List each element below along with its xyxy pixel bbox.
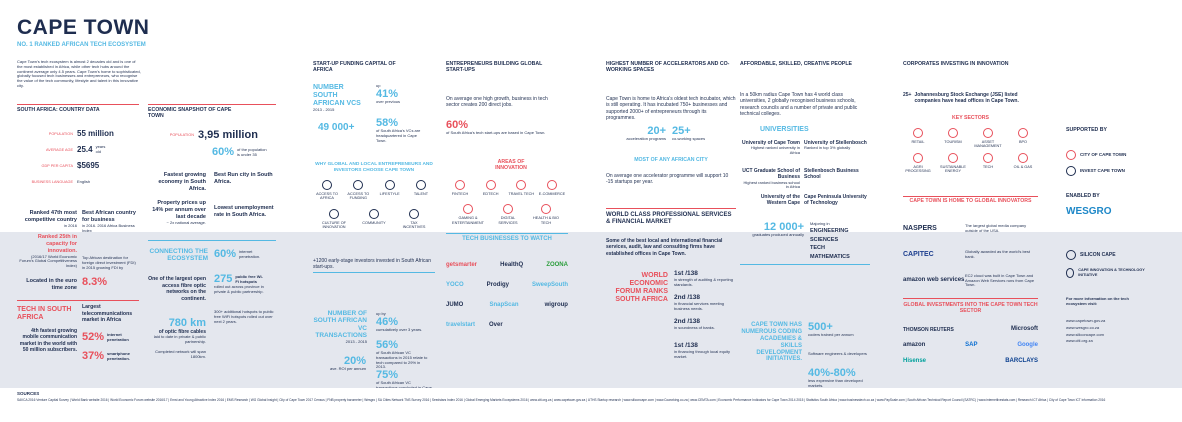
afford-heading: AFFORDABLE, SKILLED, CREATIVE PEOPLE — [740, 61, 853, 67]
url-wesgro[interactable]: www.wesgro.co.za — [1066, 324, 1100, 330]
early-investors: +1200 early-stage investors invested in South African start-ups. — [313, 258, 431, 271]
energy-icon: SUSTAINABLE ENERGY — [938, 153, 968, 174]
community-icon: COMMUNITY — [359, 209, 389, 230]
up-label: up — [376, 83, 381, 88]
smart-pct: 37% — [82, 350, 105, 362]
oil-icon: OIL & GAS — [1008, 153, 1038, 174]
jse: Johannesburg Stock Exchange (JSE) listed companies have head offices in Cape Town. — [914, 92, 1019, 105]
logo-wigroup: wigroup — [544, 302, 568, 309]
majoring: Majoring in — [810, 221, 830, 226]
pct58: 58% — [376, 117, 399, 129]
why-heading: WHY GLOBAL AND LOCAL ENTREPRENEURS AND INVESTORS CHOOSE CAPE TOWN — [315, 162, 433, 173]
coders-label: coders trained per annum — [808, 332, 854, 337]
universities: University of Cape Town Highest ranked university in Africa University of Stellenbosch Ranked in top 3% globally UCT Graduate School of Business Highest ranked business school in Africa Stellenbosch Business School University of the Western Cape Cape Peninsula University of Technology — [742, 140, 867, 207]
areas-heading: AREAS OF INNOVATION — [495, 159, 527, 171]
hotspots-note: 300+ additional hotspots to public free WiFi hotspots rolled out over next 2 years. — [214, 309, 274, 324]
open-access: One of the largest open access fibre optic networks on the continent. — [148, 276, 206, 302]
fibre-note: laid to date in private & public partnership. — [153, 334, 206, 345]
row-label: AVERAGE AGE — [46, 147, 73, 152]
wc-body: Some of the best local and international financial services, audit, law and consulting firms have established offices in Cape Town. — [606, 238, 723, 257]
pct58-label: of South Africa's VCs are headquartered in Cape Town. — [376, 128, 421, 143]
vcs-years: 2013 - 2015 — [313, 107, 335, 113]
asset-icon: ASSET MANAGEMENT — [973, 128, 1003, 149]
logo-over: Over — [489, 322, 503, 329]
pct75: 75% — [376, 369, 399, 381]
property: Property prices up 14% per annum over last decade — [152, 200, 206, 220]
vcs-label: NUMBER SOUTH AFRICAN VCS — [313, 84, 361, 108]
why-icons — [313, 180, 435, 230]
wifi-note: rolled out across province in private & public partnership. — [214, 284, 264, 294]
entre-body: On average one high growth, business in tech sector creates 200 direct jobs. — [446, 96, 548, 109]
accel-n1: 20+ — [647, 125, 666, 137]
econ-heading: ECONOMIC SNAPSHOT OF CAPE TOWN — [148, 107, 232, 119]
africa-icon: ACCESS TO AFRICA — [313, 180, 341, 201]
gi-heading: GLOBAL INVESTMENTS INTO THE CAPE TOWN TECH SECTOR — [903, 302, 1038, 314]
over-label: over previous — [376, 98, 401, 104]
ecommerce-icon: E-COMMERCE — [538, 180, 566, 196]
cum-label: cumulatively over 3 years. — [376, 326, 423, 332]
pct60-label: of South Africa's tech start-ups are based in Cape Town. — [446, 130, 546, 135]
techsa-heading: TECH IN SOUTH AFRICA — [17, 306, 72, 322]
accel-n1-label: acceleration programs — [626, 136, 666, 141]
accel-avg: On average one accelerator programme will support 10 -15 startups per year. — [606, 173, 729, 186]
key-heading: KEY SECTORS — [952, 115, 989, 121]
home-heading: CAPE TOWN IS HOME TO GLOBAL INNOVATORS — [909, 198, 1032, 204]
young-pct: 60% — [212, 146, 235, 158]
wifi-number: 275 — [214, 273, 233, 285]
fintech-icon: FINTECH — [446, 180, 474, 196]
roi: 20% — [344, 355, 367, 367]
enabled-heading: ENABLED BY — [1066, 193, 1100, 199]
innovators: NASPERS The largest global media company outside of the USA. CAPITEC Globally awarded as the world's best bank. amazon web services EC2 cloud was built in Cape Town and Amazon Web Services runs from Cape Town. — [903, 223, 1035, 288]
intro-text: Cape Town's tech ecosystem is almost 2 decades old and is one of the most established in Africa, while other tech hubs around the continent average only 4.5 years. Cape Town's home to sophisticated, globally focused tech businesses and entrepreneurs, who recognise the value of the tech community, lifestyle and talent in this innovative city. — [17, 59, 141, 88]
row-unit: years old — [95, 144, 106, 154]
pct41: 41% — [376, 87, 399, 100]
grads-label: graduates produced annually — [752, 232, 804, 237]
unemp: Lowest unemployment rate in South Africa. — [214, 205, 274, 218]
entre-heading: ENTREPRENEURS BUILDING GLOBAL START-UPS — [446, 61, 543, 73]
logo-travelstart: travelstart — [446, 322, 476, 329]
page-subtitle: NO. 1 RANKED AFRICAN TECH ECOSYSTEM — [17, 42, 146, 48]
wesgro-logo: WESGRO — [1066, 206, 1112, 217]
talent-icon: TALENT — [407, 180, 435, 201]
roi-label: ave. ROI per annum — [330, 366, 367, 371]
lifestyle-icon: LIFESTYLE — [376, 180, 404, 201]
ranked47: Ranked 47th most competitive country — [24, 210, 77, 223]
bpo-icon: BPO — [1008, 128, 1038, 149]
logo-snapscan: SnapScan — [489, 302, 519, 309]
inet-label: internet penetration — [107, 331, 129, 342]
ranked25: Ranked 25th in capacity for innovation. — [37, 234, 77, 254]
retail-icon: RETAIL — [903, 128, 933, 149]
sources-heading: SOURCES — [17, 391, 40, 396]
row-value: 25.4 — [77, 145, 93, 154]
property-src: ~ 2x national average. — [166, 219, 206, 225]
city-logo-icon — [1066, 150, 1076, 160]
largest-telecom: Largest telecommunications market in Africa — [82, 304, 133, 323]
fdi-pct: 8.3% — [82, 276, 108, 288]
cost-label: less expensive than developed markets. — [808, 378, 863, 388]
logo-prodigy: Prodigy — [486, 282, 509, 289]
timezone: Located in the euro time zone — [26, 278, 77, 291]
best-src: in 2016. 2016 Africa Business Index — [82, 222, 135, 233]
fibre-km: 780 km — [168, 317, 206, 329]
best-run: Best Run city in South Africa. — [214, 172, 273, 185]
pct75-label: of South African VC — [376, 380, 411, 385]
accel-n2-label: co-working spaces — [672, 136, 706, 141]
pct56: 56% — [376, 339, 399, 351]
edtech-icon: EDTECH — [477, 180, 505, 196]
logo-zoona: ZOONA — [546, 262, 568, 269]
sa-heading: SOUTH AFRICA: COUNTRY DATA — [17, 107, 100, 113]
logo-sweepsouth: SweepSouth — [531, 282, 568, 289]
tourism-icon: TOURISM — [938, 128, 968, 149]
startup-heading: START-UP FUNDING CAPITAL OF AFRICA — [313, 61, 396, 73]
soft-eng: Software engineers & developers — [808, 351, 867, 356]
areas-icons — [446, 180, 566, 225]
logo-yoco: YOCO — [446, 282, 464, 289]
page-title: CAPE TOWN — [17, 16, 150, 39]
sa-country-table — [17, 126, 139, 190]
jse-n: 25+ — [903, 92, 912, 98]
upby-label: up by — [376, 311, 386, 316]
urls — [1066, 318, 1105, 345]
pop-label: POPULATION — [169, 133, 194, 138]
coding-heading: CAPE TOWN HAS NUMEROUS CODING ACADEMIES & SKILLS DEVELOPMENT INITIATIVES. — [741, 322, 802, 363]
wc-heading: WORLD CLASS PROFESSIONAL SERVICES & FINANCIAL MARKET — [606, 212, 732, 225]
row-value: English — [77, 178, 91, 184]
best-country: Best African country for business — [82, 210, 136, 223]
vct-years: 2013 - 2015 — [345, 338, 367, 344]
gaming-icon: GAMING & ENTERTAINMENT — [451, 204, 485, 225]
young-label: of the population is under 35 — [237, 146, 267, 157]
citi-icon — [1066, 268, 1074, 278]
agri-icon: AGRI PROCESSING — [903, 153, 933, 174]
digital-icon: DIGITAL SERVICES — [493, 204, 523, 225]
row-label: POPULATION — [48, 131, 73, 136]
vcs-value: 49 000+ — [318, 122, 355, 133]
coders: 500+ — [808, 321, 833, 333]
corp-heading: CORPORATES INVESTING IN INNOVATION — [903, 61, 1009, 67]
most-heading: MOST OF ANY AFRICAN CITY — [634, 157, 708, 163]
sources-text: SAVCA 2016 Venture Capital Survey | World Bank website 2016 | World Economic Forum website 2016/17 | Ernst and Young Attractive Index 2016 | EMS Research | WG Global Insight | City of Cape Town 2017 Census | FNB property barometer | Wesgro | SA Cities Network TNS Survey 2016 | Seedstars Index 2016 | Global Emerging Markets Ecosystems 2016 | www.citi.org.za | www.capetown.gov.za | UTHS Startup research | www.siliconcape.com | www.Coworking.co.za | www.CEMTA.com | Economic Performance Indicators for Cape Town 2014 2015 | Statistics South Africa | www.businesstech.co.za | www.PayScale.com | South African Technical Report Council (SATRC) | www.internetlivestats.com | Research ICT Africa | City of Cape Town ICT information 2016 — [17, 398, 1106, 402]
row-label: BUSINESS LANGUAGE — [31, 179, 73, 184]
inet-pct-ct: 60% — [214, 248, 237, 260]
smart-label: smartphone penetration. — [107, 350, 130, 361]
city-logo: CITY OF CAPE TOWN — [1080, 152, 1127, 158]
pop-value: 3,95 million — [198, 129, 258, 141]
pct60: 60% — [446, 119, 469, 131]
afford-body: In a 50km radius Cape Town has 4 world class universities, 2 globally recognised business schools, research councils and a number of private and public technical colleges. — [740, 92, 858, 117]
uni-heading: UNIVERSITIES — [760, 126, 809, 133]
tech-icon: TECH — [973, 153, 1003, 174]
inet-label-ct: internet penetration. — [239, 248, 261, 259]
global-logos: THOMSON REUTERS Microsoft amazon SAP Google Hisense BARCLAYS — [903, 326, 1038, 365]
fdi-text: Top African destination for foreign direct investment (FDI) in 2015 growing FDI by — [82, 255, 136, 270]
ranked47-src: in 2016 — [63, 222, 77, 228]
logo-healthq: HealthQ — [500, 262, 524, 269]
more-info: For more information on the tech ecosystem visit: — [1066, 296, 1129, 306]
watch-heading: TECH BUSINESSES TO WATCH — [462, 236, 552, 242]
logo-jumo: JUMO — [446, 302, 464, 309]
url-citi[interactable]: www.citi.org.za — [1066, 338, 1093, 344]
grads: 12 000+ — [763, 221, 804, 233]
connect-heading: CONNECTING THE ECOSYSTEM — [149, 248, 208, 263]
url-capetown[interactable]: www.capetown.gov.za — [1066, 318, 1106, 323]
logo-getsmarter: getsmarter — [446, 262, 478, 269]
culture-icon: CULTURE OF INNOVATION — [319, 209, 349, 230]
wifi-label: public free Wi-Fi hotspots — [235, 273, 263, 284]
silicon-logo: SILICON CAPE — [1080, 251, 1116, 258]
row-value: $5695 — [77, 161, 100, 170]
row-value: 55 million — [77, 129, 114, 138]
health-icon: HEALTH & BIO TECH — [531, 204, 561, 225]
inet-pct: 52% — [82, 331, 105, 343]
wef-heading: WORLD ECONOMIC FORUM RANKS SOUTH AFRICA — [615, 272, 668, 304]
pct56-label: of South African VC transactions in 2015 relate to tech compared to 29% in 2013. — [376, 350, 428, 370]
fibre-label: of optic fibre cables — [158, 329, 206, 335]
travel-icon: TRAVEL TECH — [507, 180, 535, 196]
wef-ranks: 1st /138 in strength of auditing & reporting standards. 2nd /138 in financial services meeting business needs. 2nd /138 in soundness of banks. 1st /138 in financing through local equity market. — [674, 270, 733, 359]
fastest-growing: 4th fastest growing mobile communication market in the world with 50 million subscribers. — [19, 328, 77, 353]
url-siliconcape[interactable]: www.siliconcape.com — [1066, 331, 1105, 337]
row-label: GDP PER CAPITA — [41, 163, 73, 168]
funding-icon: ACCESS TO FUNDING — [344, 180, 372, 201]
watch-logos — [446, 256, 568, 336]
ranked25-src: (2016/17 World Economic Forum's Global Competitiveness Index) — [19, 253, 77, 269]
accel-n2: 25+ — [672, 125, 691, 137]
vct-label: NUMBER OF SOUTH AFRICAN VC TRANSACTIONS — [313, 310, 367, 340]
pct46: 46% — [376, 315, 399, 328]
support-heading: SUPPORTED BY — [1066, 127, 1107, 133]
fastest-economy: Fastest growing economy in South Africa. — [158, 172, 206, 192]
invest-logo: INVEST CAPE TOWN — [1080, 168, 1125, 174]
silicon-icon — [1066, 250, 1076, 260]
accel-body: Cape Town is home to Africa's oldest tech incubator, which is still operating. It has incubated 750+ businesses and supported 2000+ of entrepreneurs through its programmes. — [606, 96, 736, 121]
accel-heading: HIGHEST NUMBER OF ACCELERATORS AND CO-WORKING SPACES — [606, 61, 730, 73]
tax-icon: TAX INCENTIVES — [399, 209, 429, 230]
invest-logo-icon — [1066, 166, 1076, 176]
citi-logo: CAPE INNOVATION & TECHNOLOGY INITIATIVE — [1078, 268, 1145, 277]
key-sectors — [903, 128, 1038, 174]
cost: 40%-80% — [808, 367, 856, 379]
fibre-complete: Completed network will span 1800km. — [155, 348, 206, 359]
majors: ENGINEERING SCIENCES TECH MATHEMATICS — [810, 227, 850, 261]
